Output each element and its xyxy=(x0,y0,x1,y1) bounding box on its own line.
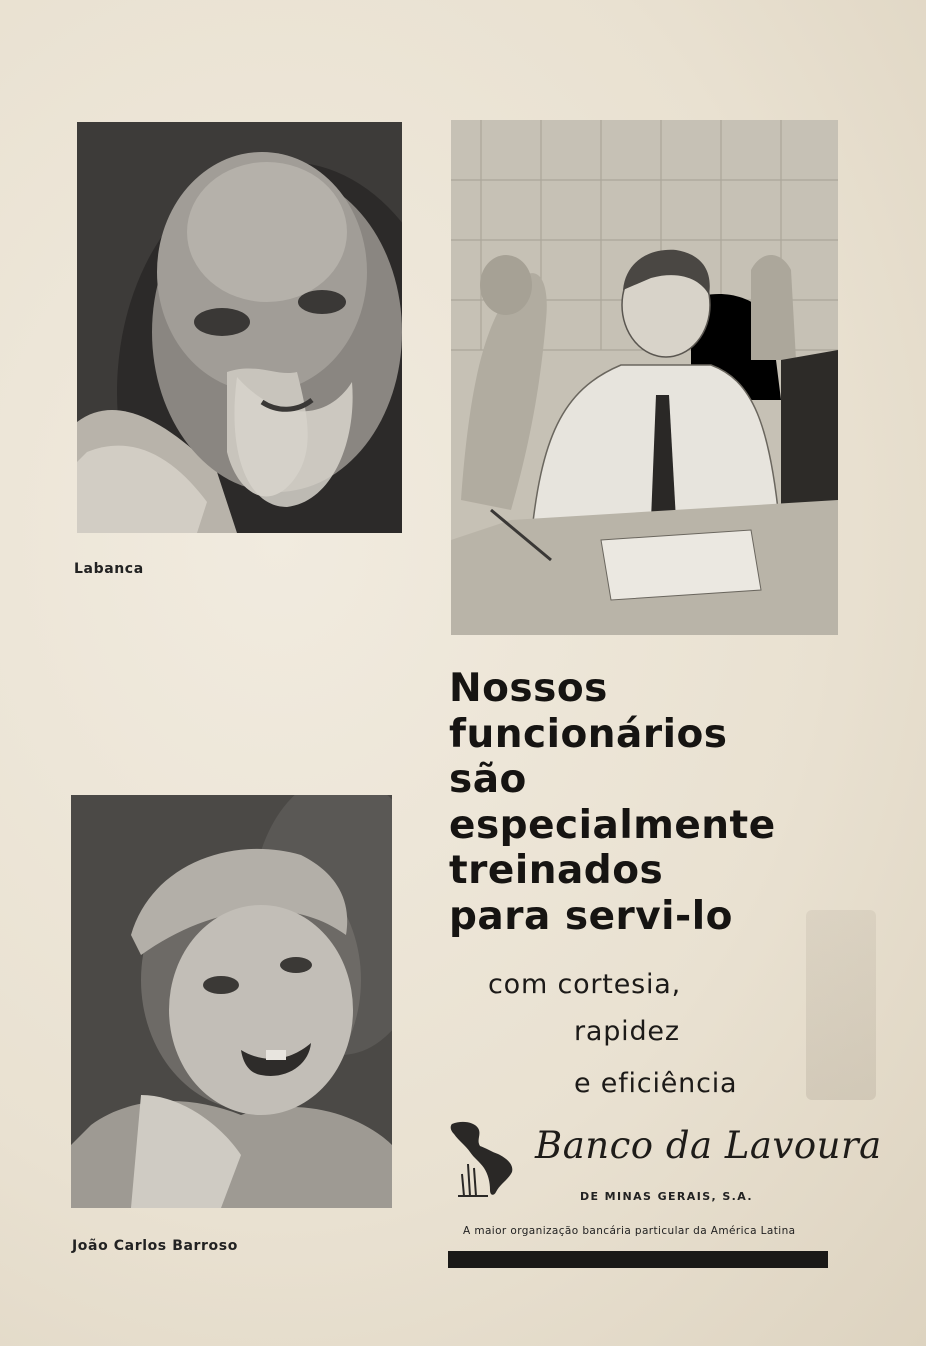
headline-line: treinados xyxy=(449,848,664,893)
headline-line: especialmente xyxy=(449,802,776,848)
barroso-caption: João Carlos Barroso xyxy=(72,1238,238,1254)
bank-subtitle: DE MINAS GERAIS, S.A. xyxy=(580,1190,753,1203)
americas-map-logo-icon xyxy=(448,1118,520,1198)
bank-slogan: A maior organização bancária particular da América Latina xyxy=(463,1225,796,1237)
ad-headline xyxy=(449,666,869,939)
labanca-portrait-image xyxy=(77,122,402,533)
tagline-line: e eficiência xyxy=(574,1068,738,1099)
labanca-caption: Labanca xyxy=(74,561,144,577)
labanca-photo xyxy=(77,122,402,533)
tagline-line: rapidez xyxy=(574,1016,680,1047)
tagline-line: com cortesia, xyxy=(488,969,682,1000)
clerk-illustration-image xyxy=(451,120,838,635)
barroso-portrait-image xyxy=(71,795,392,1208)
headline-line: funcionários xyxy=(449,711,728,757)
headline-line: Nossos xyxy=(449,666,608,711)
barroso-photo xyxy=(71,795,392,1208)
footer-rule xyxy=(448,1251,828,1268)
clerk-illustration xyxy=(451,120,838,635)
headline-line: são xyxy=(449,757,527,802)
headline-line: para servi-lo xyxy=(449,893,733,939)
bank-name: Banco da Lavoura xyxy=(535,1124,882,1167)
